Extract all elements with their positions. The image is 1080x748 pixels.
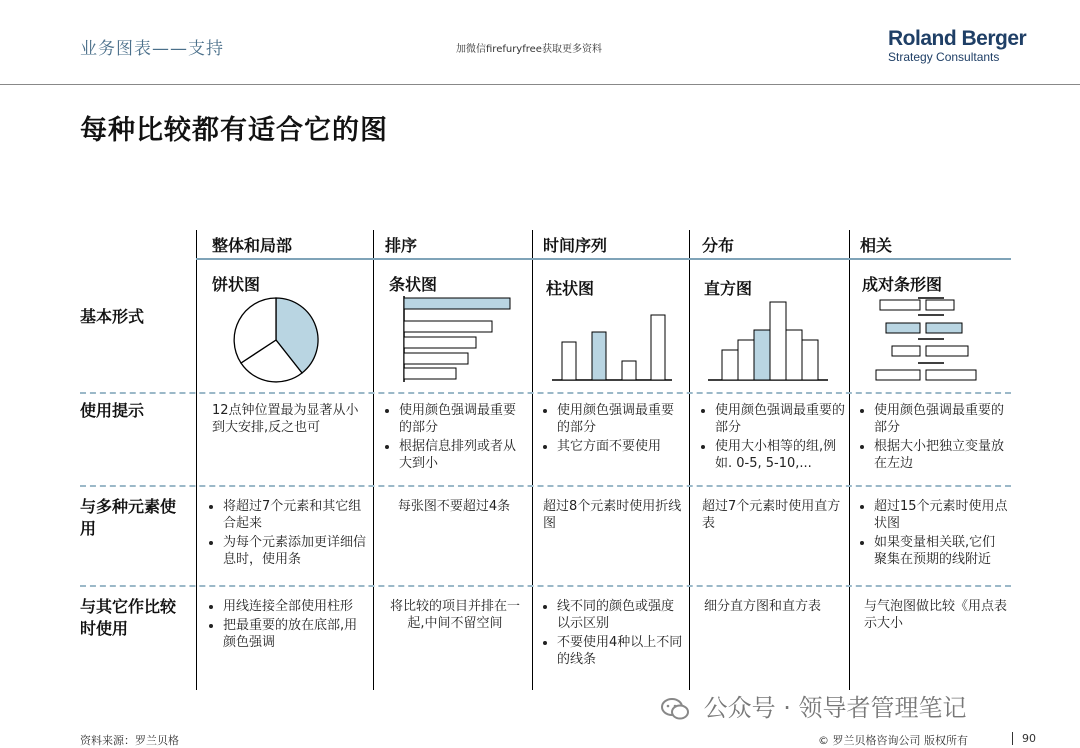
row-divider bbox=[80, 585, 1011, 587]
watermark bbox=[660, 688, 967, 723]
paired-bar-highlight bbox=[926, 323, 962, 333]
form-name-column: 柱状图 bbox=[546, 279, 595, 298]
list-item: • 将超过7个元素和其它组合起来 bbox=[223, 498, 367, 532]
column-header-time-series: 时间序列 bbox=[543, 236, 608, 255]
header-divider bbox=[0, 84, 1080, 85]
list-item: • 线不同的颜色或强度以示区别 bbox=[557, 598, 686, 632]
list-item: • 为每个元素添加更详细信息时，使用条 bbox=[223, 534, 367, 568]
list-item: • 超过15个元素时使用点状图 bbox=[874, 498, 1008, 532]
row-header-tips: 使用提示 bbox=[80, 401, 145, 420]
column-divider bbox=[532, 230, 533, 690]
tips-bar bbox=[383, 402, 528, 474]
list-item: • 使用颜色强调最重要的部分 bbox=[874, 402, 1008, 436]
column-header-correlation: 相关 bbox=[860, 236, 893, 255]
header-note: 加微信firefuryfree获取更多资料 bbox=[456, 44, 602, 55]
list-item: • 如果变量相关联,它们聚集在预期的线附近 bbox=[874, 534, 1008, 568]
wechat-icon bbox=[660, 697, 690, 721]
many-column: 超过8个元素时使用折线图 bbox=[543, 499, 682, 531]
list-item: • 用线连接全部使用柱形 bbox=[223, 598, 367, 615]
bar bbox=[404, 321, 492, 332]
tips-histogram bbox=[699, 402, 847, 474]
compare-column bbox=[541, 598, 686, 670]
brand-subtitle: Strategy Consultants bbox=[888, 50, 1000, 64]
brand-logo bbox=[888, 28, 1026, 64]
column-header-distribution: 分布 bbox=[702, 236, 735, 255]
column-chart-illustration bbox=[552, 310, 674, 384]
tips-pie: 12点钟位置最为显著从小到大安排,反之也可 bbox=[212, 403, 359, 435]
list-item: • 根据信息排列或者从大到小 bbox=[399, 438, 528, 472]
histogram-bin bbox=[738, 340, 754, 380]
column bbox=[622, 361, 636, 380]
form-name-paired-bar: 成对条形图 bbox=[862, 275, 943, 294]
column bbox=[651, 315, 665, 380]
histogram-illustration bbox=[706, 300, 830, 384]
pie-chart-illustration bbox=[230, 294, 330, 386]
page-title: 每种比较都有适合它的图 bbox=[80, 115, 388, 146]
row-header-comparison: 与其它作比较时使用 bbox=[80, 597, 177, 638]
paired-bar-illustration bbox=[872, 296, 982, 386]
column-header-ranking: 排序 bbox=[385, 236, 418, 255]
compare-histogram: 细分直方图和直方表 bbox=[704, 599, 822, 614]
column-divider bbox=[849, 230, 850, 690]
list-item: • 使用大小相等的组,例如. 0-5, 5-10,... bbox=[715, 438, 847, 472]
row-header-basic-form: 基本形式 bbox=[80, 307, 145, 326]
column-header-whole-part: 整体和局部 bbox=[212, 236, 293, 255]
footer-copyright: © 罗兰贝格咨询公司 版权所有 bbox=[818, 734, 968, 747]
list-item: • 其它方面不要使用 bbox=[557, 438, 686, 455]
page-number: 90 bbox=[1022, 732, 1036, 745]
bar-chart-illustration bbox=[398, 294, 514, 384]
bar bbox=[404, 353, 468, 364]
footer-source: 资料来源：罗兰贝格 bbox=[80, 734, 179, 747]
footer-separator bbox=[1012, 732, 1013, 745]
list-item: • 使用颜色强调最重要的部分 bbox=[557, 402, 686, 436]
bar-highlight bbox=[404, 298, 510, 309]
compare-pie bbox=[207, 598, 367, 653]
column-divider bbox=[373, 230, 374, 690]
paired-bar-highlight bbox=[886, 323, 920, 333]
brand-name: Roland Berger bbox=[888, 27, 1027, 50]
list-item: • 使用颜色强调最重要的部分 bbox=[715, 402, 847, 436]
histogram-bin bbox=[770, 302, 786, 380]
form-name-pie: 饼状图 bbox=[212, 275, 261, 294]
histogram-bin bbox=[722, 350, 738, 380]
column-highlight bbox=[592, 332, 606, 380]
watermark-text: 公众号 · 领导者管理笔记 bbox=[703, 694, 967, 722]
list-item: • 根据大小把独立变量放在左边 bbox=[874, 438, 1008, 472]
many-pie bbox=[207, 498, 367, 570]
many-paired-bar bbox=[858, 498, 1008, 570]
column-divider bbox=[689, 230, 690, 690]
row-header-many-elements: 与多种元素使用 bbox=[80, 497, 177, 538]
header-row-divider bbox=[196, 258, 1011, 260]
list-item: • 把最重要的放在底部,用颜色强调 bbox=[223, 617, 367, 651]
compare-paired-bar: 与气泡图做比较《用点表示大小 bbox=[864, 599, 1008, 631]
histogram-bin bbox=[786, 330, 802, 380]
bar bbox=[404, 368, 456, 379]
bar bbox=[404, 337, 476, 348]
list-item: • 使用颜色强调最重要的部分 bbox=[399, 402, 528, 436]
many-bar: 每张图不要超过4条 bbox=[397, 499, 511, 514]
form-name-bar: 条状图 bbox=[389, 275, 438, 294]
list-item: • 不要使用4种以上不同的线条 bbox=[557, 634, 686, 668]
section-title: 业务图表——支持 bbox=[80, 39, 224, 59]
histogram-bin bbox=[802, 340, 818, 380]
row-divider bbox=[80, 485, 1011, 487]
histogram-bin-highlight bbox=[754, 330, 770, 380]
tips-paired-bar bbox=[858, 402, 1008, 474]
column-divider bbox=[196, 230, 197, 690]
form-name-histogram: 直方图 bbox=[704, 279, 753, 298]
many-histogram: 超过7个元素时使用直方表 bbox=[702, 499, 841, 531]
compare-bar: 将比较的项目并排在一起,中间不留空间 bbox=[389, 599, 520, 631]
column bbox=[562, 342, 576, 380]
tips-column bbox=[541, 402, 686, 457]
row-divider bbox=[80, 392, 1011, 394]
